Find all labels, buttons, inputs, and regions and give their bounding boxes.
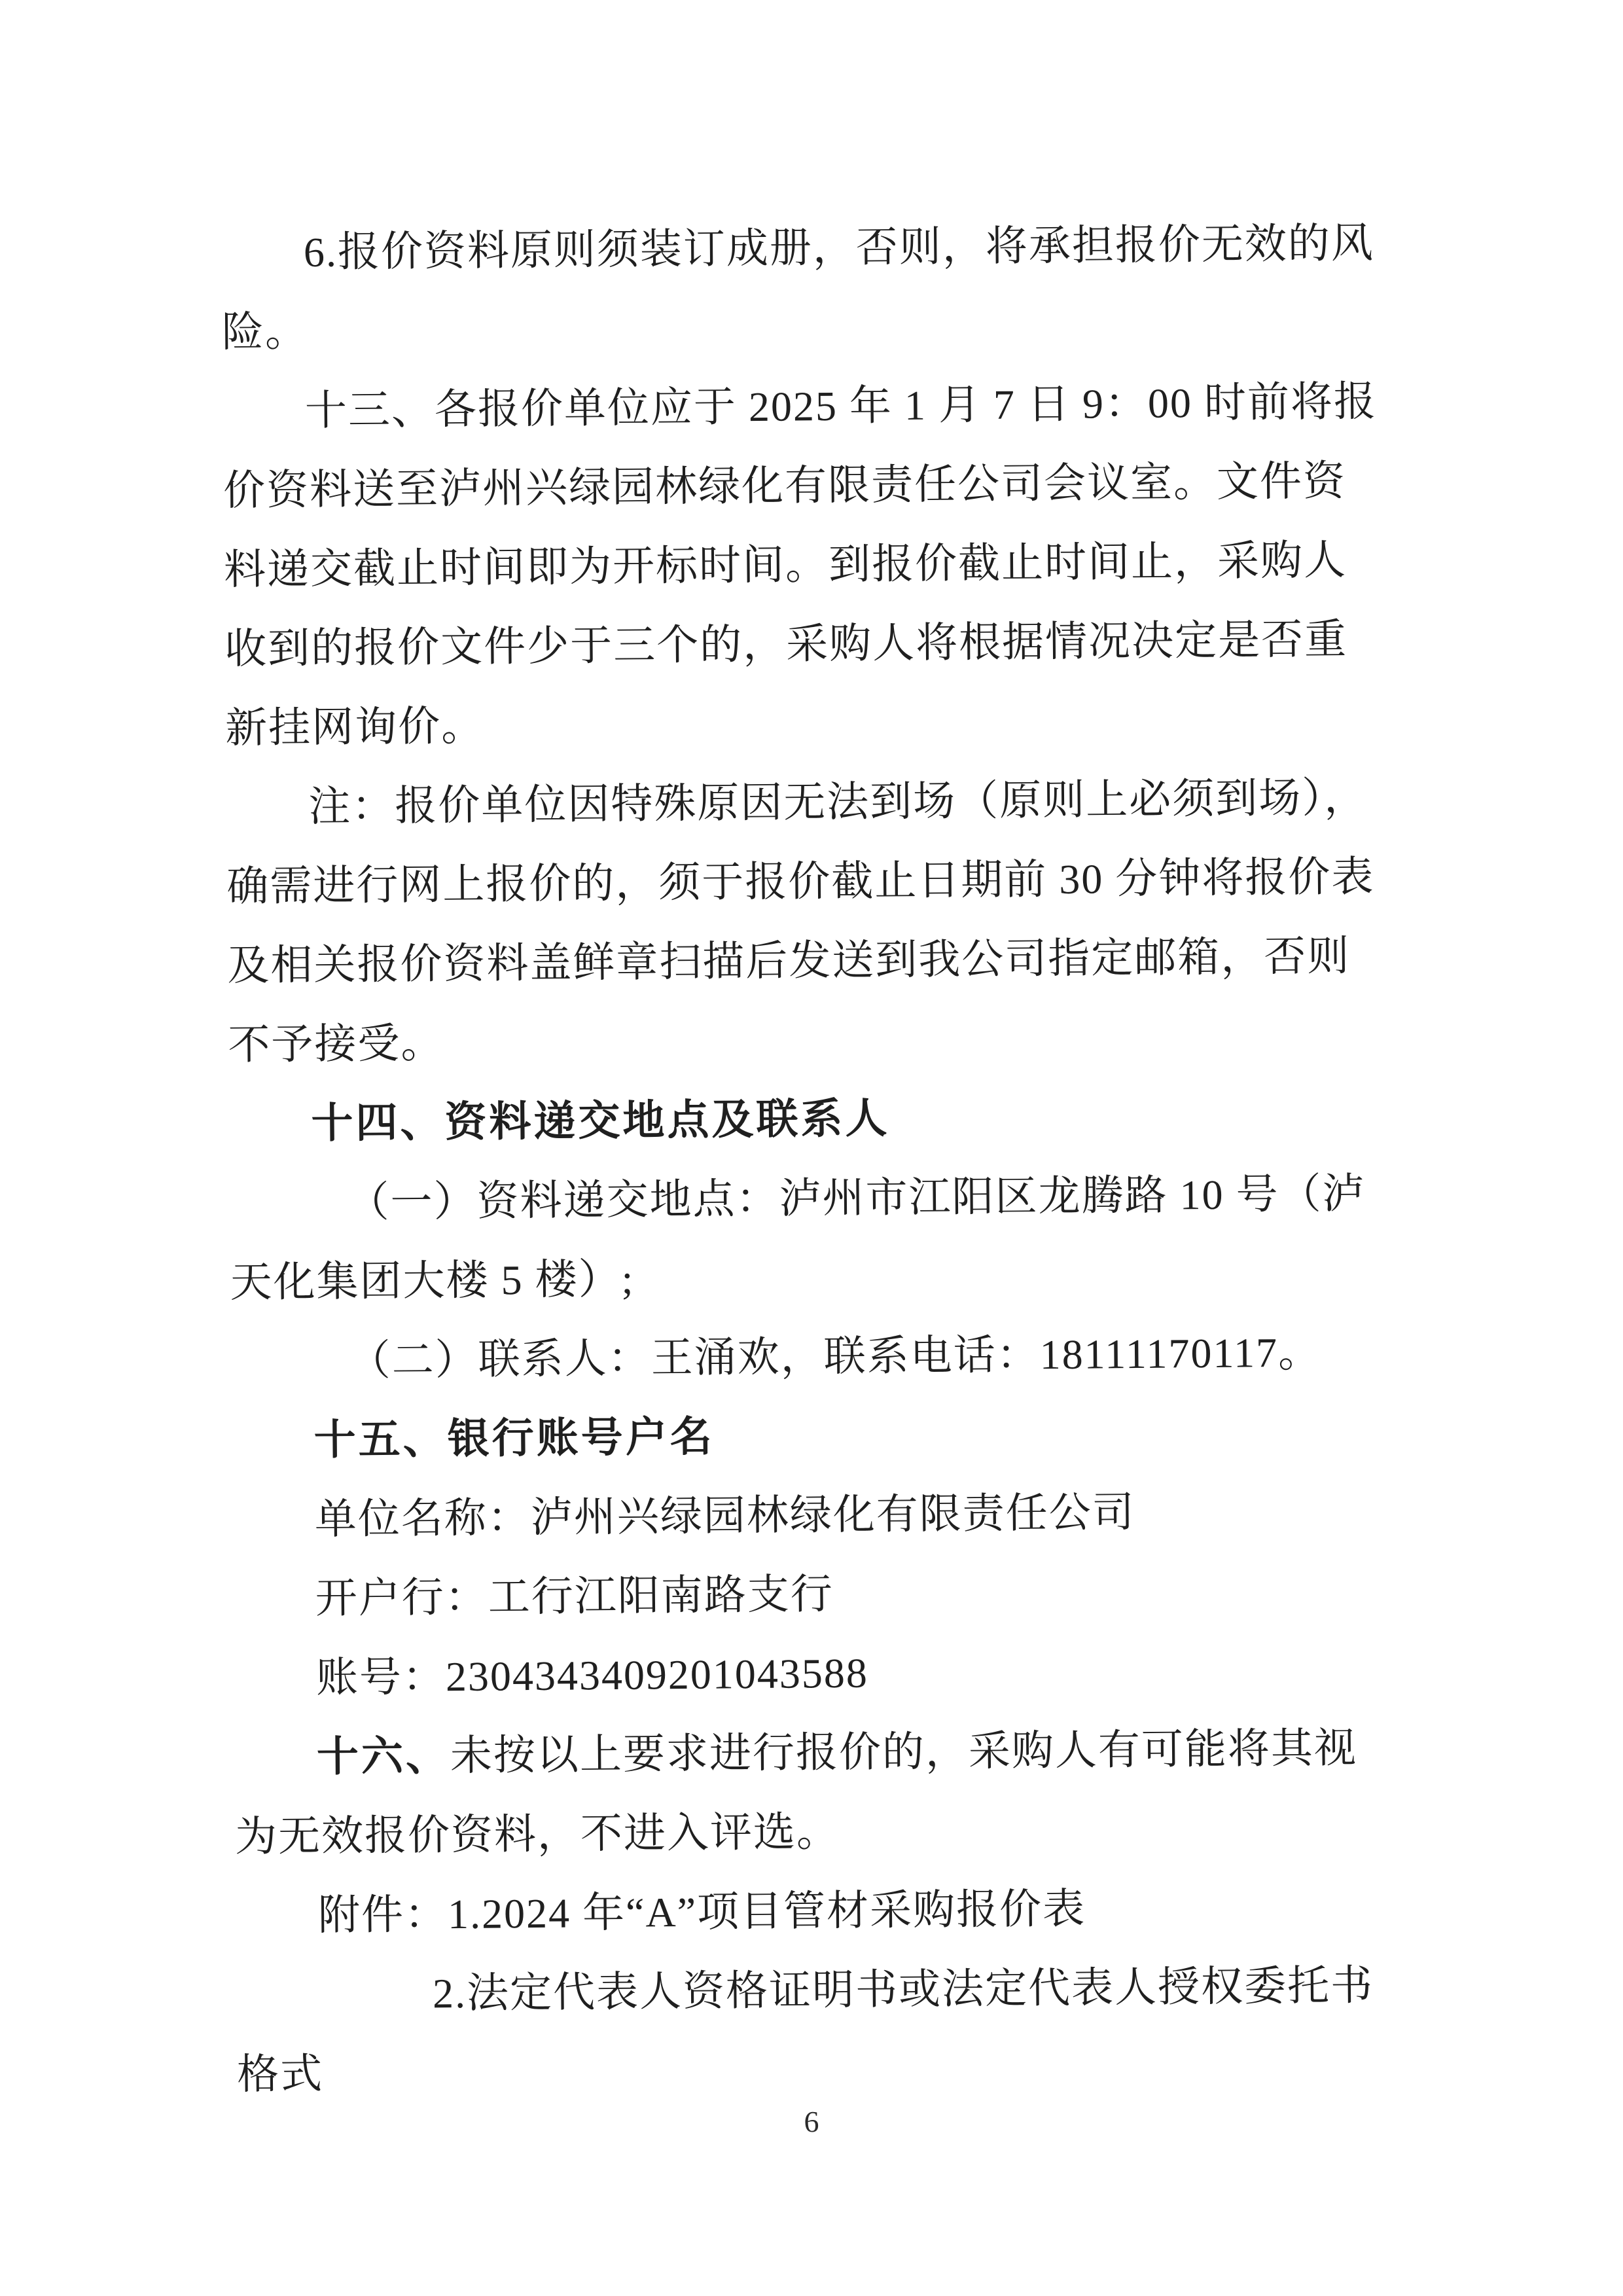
- section-14-heading: 十四、资料递交地点及联系人: [311, 1094, 890, 1147]
- text-line: 格式: [236, 2050, 324, 2098]
- account-name-line: 单位名称：泸州兴绿园林绿化有限责任公司: [314, 1488, 1136, 1543]
- text-line: 险。: [221, 308, 309, 356]
- document-body: [221, 203, 1444, 2114]
- note-line: 注：报价单位因特殊原因无法到场（原则上必须到场），: [308, 774, 1368, 830]
- contact-line: （二）联系人：王涌欢，联系电话：18111170117。: [348, 1329, 1322, 1384]
- section-15-heading: 十五、银行账号户名: [313, 1412, 715, 1463]
- text-line: 天化集团大楼 5 楼）;: [230, 1255, 635, 1306]
- text-line: 新挂网询价。: [224, 702, 485, 752]
- text-line: 及相关报价资料盖鲜章扫描后发送到我公司指定邮箱，否则: [227, 933, 1351, 990]
- account-number-line: 账号：2304343409201043588: [315, 1649, 869, 1701]
- bank-branch-line: 开户行：工行江阳南路支行: [315, 1571, 834, 1622]
- text-line: 确需进行网上报价的，须于报价截止日期前 30 分钟将报价表: [226, 853, 1375, 910]
- text-line: 十三、各报价单位应于 2025 年 1 月 7 日 9：00 时前将报: [304, 378, 1378, 434]
- section-16-number: 十六、: [316, 1732, 451, 1780]
- section-16-line: [234, 1708, 1442, 1797]
- text-line: 6.报价资料原则须装订成册，否则，将承担报价无效的风: [303, 219, 1375, 276]
- text-line: （一）资料递交地点：泸州市江阳区龙腾路 10 号（泸: [347, 1170, 1366, 1226]
- page-number: 6: [804, 2105, 819, 2138]
- attachment-line-1: 附件：1.2024 年“A”项目管材采购报价表: [317, 1885, 1086, 1939]
- text-line: 收到的报价文件少于三个的，采购人将根据情况决定是否重: [224, 616, 1348, 673]
- text-line: 料递交截止时间即为开标时间。到报价截止时间止，采购人: [223, 537, 1347, 594]
- attachment-line-2: 2.法定代表人资格证明书或法定代表人授权委托书: [432, 1962, 1374, 2017]
- text-line: 不予接受。: [228, 1020, 444, 1069]
- text-line: 为无效报价资料，不进入评选。: [234, 1808, 840, 1861]
- section-16-text: 未按以上要求进行报价的，采购人有可能将其视: [450, 1725, 1358, 1780]
- text-line: 价资料送至泸州兴绿园林绿化有限责任公司会议室。文件资: [223, 457, 1347, 514]
